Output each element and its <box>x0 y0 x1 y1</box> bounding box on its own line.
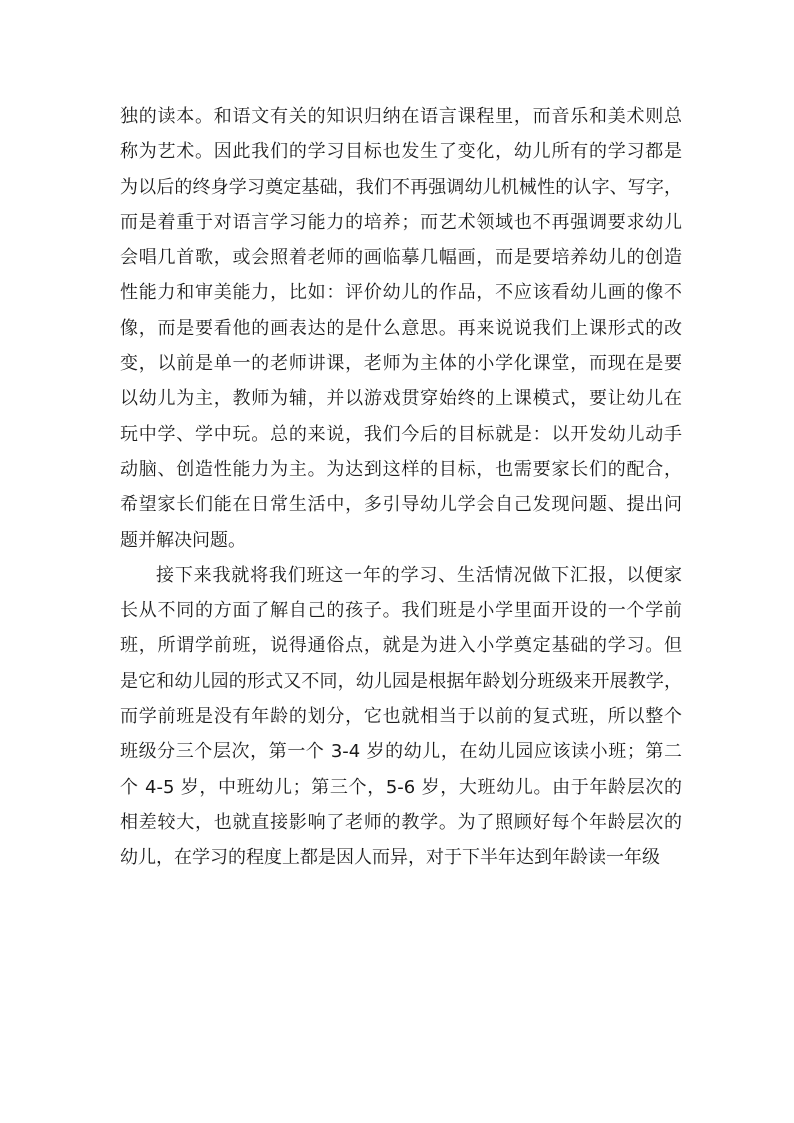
text-line: 性能力和审美能力，比如：评价幼儿的作品，不应该看幼儿画的像不 <box>120 282 682 304</box>
text-line: 个 4-5 岁，中班幼儿；第三个，5-6 岁，大班幼儿。由于年龄层次的 <box>120 776 682 798</box>
text-line: 动脑、创造性能力为主。为达到这样的目标，也需要家长们的配合， <box>120 458 682 480</box>
text-line: 为以后的终身学习奠定基础，我们不再强调幼儿机械性的认字、写字， <box>120 176 682 198</box>
text-line: 而学前班是没有年龄的划分，它也就相当于以前的复式班，所以整个 <box>120 706 682 728</box>
text-line: 会唱几首歌，或会照着老师的画临摹几幅画，而是要培养幼儿的创造 <box>120 247 682 269</box>
document-body <box>120 99 682 876</box>
paragraph-1 <box>120 99 682 558</box>
text-line: 接下来我就将我们班这一年的学习、生活情况做下汇报，以便家 <box>156 564 682 586</box>
text-line: 而是着重于对语言学习能力的培养；而艺术领域也不再强调要求幼儿 <box>120 211 682 233</box>
text-line: 独的读本。和语文有关的知识归纳在语言课程里，而音乐和美术则总 <box>120 106 682 127</box>
text-line: 幼儿，在学习的程度上都是因人而异，对于下半年达到年龄读一年级 <box>120 847 660 869</box>
text-line: 玩中学、学中玩。总的来说，我们今后的目标就是：以开发幼儿动手 <box>120 423 682 445</box>
text-line: 班级分三个层次，第一个 3-4 岁的幼儿，在幼儿园应该读小班；第二 <box>120 741 682 763</box>
text-line: 是它和幼儿园的形式又不同，幼儿园是根据年龄划分班级来开展教学， <box>120 670 682 692</box>
text-line: 长从不同的方面了解自己的孩子。我们班是小学里面开设的一个学前 <box>120 600 682 622</box>
text-line: 变，以前是单一的老师讲课，老师为主体的小学化课堂，而现在是要 <box>120 353 682 375</box>
paragraph-2 <box>120 558 682 876</box>
text-line: 班，所谓学前班，说得通俗点，就是为进入小学奠定基础的学习。但 <box>120 635 682 657</box>
text-line: 像，而是要看他的画表达的是什么意思。再来说说我们上课形式的改 <box>120 317 682 339</box>
text-line: 希望家长们能在日常生活中，多引导幼儿学会自己发现问题、提出问 <box>120 494 682 516</box>
text-line: 相差较大，也就直接影响了老师的教学。为了照顾好每个年龄层次的 <box>120 811 682 833</box>
text-line: 题并解决问题。 <box>120 529 246 551</box>
text-line: 称为艺术。因此我们的学习目标也发生了变化，幼儿所有的学习都是 <box>120 141 682 163</box>
text-line: 以幼儿为主，教师为辅，并以游戏贯穿始终的上课模式，要让幼儿在 <box>120 388 682 410</box>
